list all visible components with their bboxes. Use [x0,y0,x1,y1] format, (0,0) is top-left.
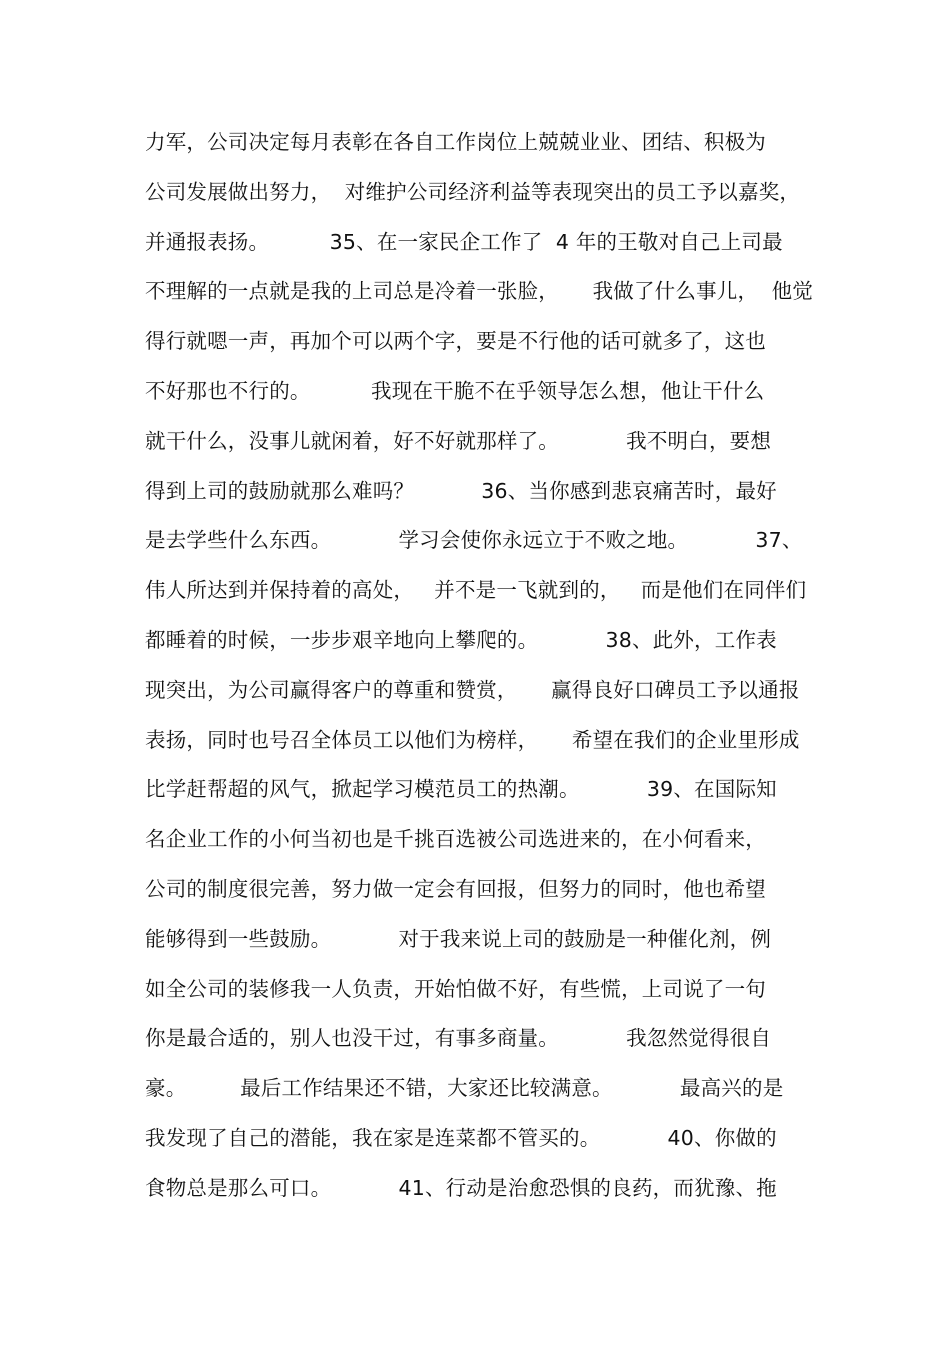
body-text [145,120,814,1216]
text-line: 力军，公司决定每月表彰在各自工作岗位上兢兢业业、团结、积极为 [145,130,766,154]
text-line: 表扬，同时也号召全体员工以他们为榜样， 希望在我们的企业里形成 [145,727,800,752]
text-line: 我发现了自己的潜能，我在家是连菜都不管买的。 40、你做的 [145,1125,777,1150]
text-line: 公司发展做出努力， 对维护公司经济利益等表现突出的员工予以嘉奖， [145,179,801,204]
text-line: 公司的制度很完善，努力做一定会有回报，但努力的同时，他也希望 [145,876,766,901]
text-line: 如全公司的装修我一人负责，开始怕做不好，有些慌，上司说了一句 [145,976,766,1001]
text-line: 食物总是那么可口。 41、行动是治愈恐惧的良药，而犹豫、拖 [145,1175,777,1200]
text-line: 都睡着的时候，一步步艰辛地向上攀爬的。 38、此外，工作表 [145,627,777,652]
text-line: 豪。 最后工作结果还不错，大家还比较满意。 最高兴的是 [145,1076,784,1101]
text-line: 能够得到一些鼓励。 对于我来说上司的鼓励是一种催化剂，例 [145,926,772,951]
text-line: 并通报表扬。 35、在一家民企工作了 4 年的王敬对自己上司最 [145,229,783,254]
text-line: 就干什么，没事儿就闲着，好不好就那样了。 我不明白，要想 [145,428,772,453]
text-line: 不好那也不行的。 我现在干脆不在乎领导怎么想，他让干什么 [145,378,765,403]
text-line: 得行就嗯一声，再加个可以两个字，要是不行他的话可就多了，这也 [145,329,766,354]
text-line: 你是最合适的，别人也没干过，有事多商量。 我忽然觉得很自 [145,1026,772,1051]
text-line: 不理解的一点就是我的上司总是冷着一张脸， 我做了什么事儿， 他觉 [145,279,814,304]
text-line: 是去学些什么东西。 学习会使你永远立于不败之地。 37、 [145,528,803,553]
text-line: 得到上司的鼓励就那么难吗？ 36、当你感到悲哀痛苦时，最好 [145,478,777,503]
text-line: 名企业工作的小何当初也是千挑百选被公司选进来的，在小何看来， [145,827,766,852]
text-line: 比学赶帮超的风气，掀起学习模范员工的热潮。 39、在国际知 [145,777,777,802]
text-line: 伟人所达到并保持着的高处， 并不是一飞就到的， 而是他们在同伴们 [145,578,807,603]
text-line: 现突出，为公司赢得客户的尊重和赞赏， 赢得良好口碑员工予以通报 [145,677,800,702]
